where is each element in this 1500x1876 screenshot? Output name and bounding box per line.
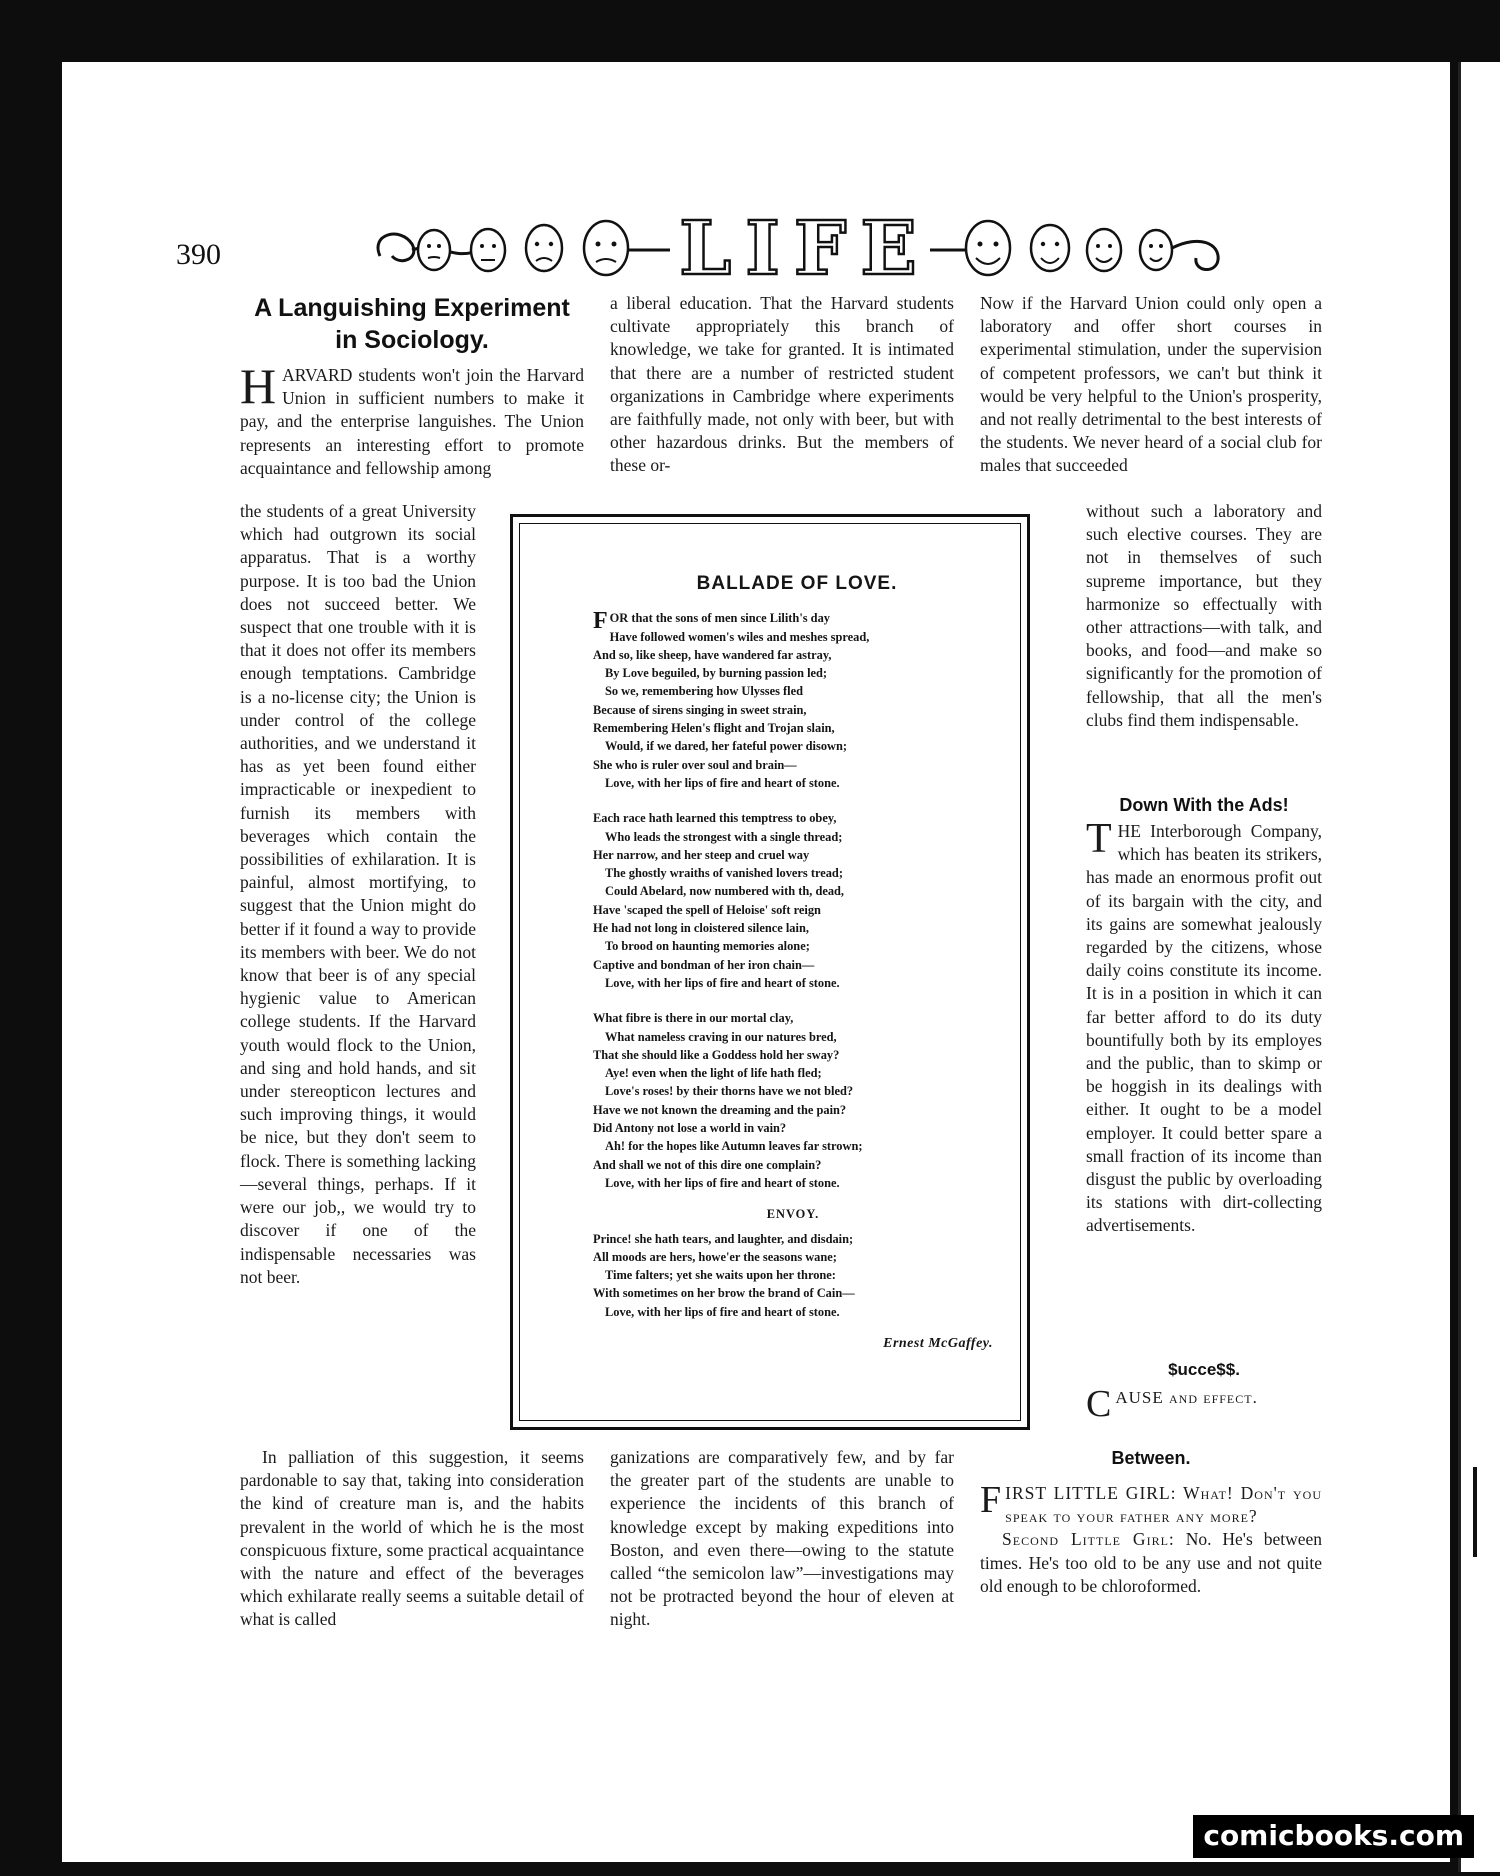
ads-paragraph	[1086, 816, 1322, 1238]
article-column-3	[980, 292, 1322, 478]
poem-line: He had not long in cloistered silence lain,	[593, 921, 809, 936]
poem-line: Remembering Helen's flight and Trojan slain,	[593, 721, 835, 736]
binding-mark	[1473, 1467, 1477, 1557]
article-column-1-bottom	[240, 1446, 584, 1632]
ads-text: HE Interborough Company, which has beaten its strikers, has made an enormous profit out of its bargain with the city, and its gains are somewhat jealously regarded by the citizens, whose daily coins constitute its income. It is in a position in which it can far better afford to do its duty bountifully both by its employes and the public, than to skimp or be hoggish in its dealings with either. It ought to be a model employer. It could better spare a small fraction of its income than disgust the public by overloading its stations with dirt-collecting advertisements.	[1086, 821, 1322, 1236]
speaker-label: Second Little Girl:	[1002, 1529, 1175, 1550]
poem-refrain: Love, with her lips of fire and heart of stone.	[605, 1175, 840, 1190]
poem-line: Captive and bondman of her iron chain—	[593, 957, 815, 972]
ads-title: Down With the Ads!	[1119, 795, 1289, 815]
success-paragraph	[1086, 1383, 1322, 1425]
poem-line: That she should like a Goddess hold her sway?	[593, 1047, 840, 1062]
poem-envoy	[593, 1230, 993, 1321]
poem-line: Have 'scaped the spell of Heloise' soft reign	[593, 902, 821, 917]
article-text-narrow: the students of a great University which had outgrown its social apparatus. That is a worthy purpose. It is too bad the Union does not succeed better. We suspect that one trouble with it is that it does not offer its members enough temptations. Cambridge is a no-license city; the Union is under control of the college authorities, and we understand it has as yet been found either impracticable or inexpedient to furnish its members with beverages which contain the possibilities of exhilaration. It is painful, almost mortifying, to suggest that the Union might do better if it found a way to provide its members with beer. We do not know that beer is of any special hygienic value to American college students. If the Harvard youth would flock to the Union, and sing and hold hands, and sit under stereopticon lectures and such improving things, it would be nice, but they don't seem to flock. There is something lacking—several things, perhaps. If it were our job,, we would try to discover if one of the indispensable necessaries was not beer.	[240, 501, 476, 1287]
article-column-3-narrow	[1086, 500, 1322, 732]
article-column-2	[610, 292, 954, 478]
success-article	[1086, 1358, 1322, 1425]
poem-box	[510, 514, 1030, 1430]
article-column-1	[240, 292, 584, 496]
poem-line: By Love beguiled, by burning passion led;	[605, 666, 828, 681]
between-paragraph-1	[980, 1479, 1322, 1528]
poem-line: With sometimes on her brow the brand of Cain—	[593, 1286, 855, 1301]
poem-line: What fibre is there in our mortal clay,	[593, 1011, 794, 1026]
between-paragraph-2	[980, 1528, 1322, 1598]
poem-line: So we, remembering how Ulysses fled	[605, 684, 804, 699]
poem-line: FOR that the sons of men since Lilith's day	[593, 608, 830, 635]
poem-line: Her narrow, and her steep and cruel way	[593, 847, 810, 862]
article-column-2-bottom	[610, 1446, 954, 1632]
article-text-col2-bottom: ganizations are comparatively few, and by far the greater part of the students are unable to experience the incidents of this branch of knowledge except by making expeditions into Boston, and even there—owing to the statute called “the semicolon law”—investigations may not be protracted beyond the hour of eleven at night.	[610, 1447, 954, 1630]
drop-cap: T	[1086, 816, 1112, 862]
article-column-1-narrow	[240, 500, 476, 1289]
poem-author: Ernest McGaffey.	[883, 1335, 993, 1351]
poem-refrain: Love, with her lips of fire and heart of stone.	[605, 1304, 840, 1319]
poem-line: Ah! for the hopes like Autumn leaves far strown;	[605, 1139, 863, 1154]
poem-line: What nameless craving in our natures bred,	[605, 1029, 837, 1044]
ads-article	[1086, 792, 1322, 1238]
poem-line: Each race hath learned this temptress to obey,	[593, 811, 837, 826]
drop-cap: F	[980, 1479, 1002, 1521]
page-number: 390	[176, 238, 221, 271]
poem-refrain: Love, with her lips of fire and heart of stone.	[605, 775, 840, 790]
success-text: AUSE and effect.	[1115, 1388, 1258, 1407]
poem-title: BALLADE OF LOVE.	[696, 573, 898, 594]
drop-cap: H	[240, 358, 277, 414]
poem-line: Because of sirens singing in sweet strain,	[593, 702, 807, 717]
article-text-col3-top: Now if the Harvard Union could only open a laboratory and offer short courses in experimental stimulation, under the supervision of competent professors, we can't but think it would be very helpful to the Union's prosperity, and not really detrimental to the best interests of the students. We never heard of a social club for males that succeeded	[980, 293, 1322, 476]
success-title: $ucce$$.	[1168, 1360, 1240, 1379]
masthead	[360, 204, 1240, 294]
poem-line: Could Abelard, now numbered with th, dead,	[605, 884, 845, 899]
poem-line: Prince! she hath tears, and laughter, and disdain;	[593, 1231, 854, 1246]
article-paragraph	[240, 358, 584, 496]
facing-page-edge	[1458, 62, 1500, 1872]
between-article	[980, 1446, 1322, 1598]
poem-line: Have we not known the dreaming and the pain?	[593, 1102, 847, 1117]
between-text-1: IRST LITTLE GIRL: What! Don't you speak to your father any more?	[1005, 1483, 1322, 1527]
article-text-col3-narrow: without such a laboratory and such elective courses. They are not in themselves of such supreme importance, but they harmonize so effectually with other attractions—with talk, and books, and food—and make so significantly for the promotion of fellowship, that all the men's clubs find them indispensable.	[1086, 501, 1322, 730]
poem-stanza-2	[593, 809, 993, 992]
article-title: A Languishing Experiment in Sociology.	[254, 294, 570, 354]
article-text-col2-top: a liberal education. That the Harvard students cultivate appropriately this branch of knowledge, we take for granted. It is intimated that there are a number of restricted student organizations in Cambridge where experiments are faithfully made, not only with beer, but with other hazardous drinks. But the members of these or-	[610, 293, 954, 476]
poem-line: And shall we not of this dire one complain?	[593, 1157, 822, 1172]
poem-line: Did Antony not lose a world in vain?	[593, 1121, 787, 1136]
poem-envoy-title: ENVOY.	[766, 1207, 820, 1222]
poem	[593, 575, 993, 1367]
watermark-logo: comicbooks.com	[1193, 1815, 1474, 1858]
poem-stanza-3	[593, 1009, 993, 1192]
poem-line: She who is ruler over soul and brain—	[593, 757, 797, 772]
poem-line: To brood on haunting memories alone;	[605, 939, 810, 954]
poem-line: Love's roses! by their thorns have we not bled?	[605, 1084, 854, 1099]
article-text-bottom: In palliation of this suggestion, it seems pardonable to say that, taking into consideration the kind of creature man is, and the habits prevalent in the world of which he is the most conspicuous fixture, some practical acquaintance with the nature and effect of the beverages which exhilarate really seems a suitable detail of what is called	[240, 1447, 584, 1630]
poem-line: Time falters; yet she waits upon her throne:	[605, 1268, 836, 1283]
poem-line: Have followed women's wiles and meshes spread,	[609, 629, 870, 644]
drop-cap: F	[593, 608, 608, 635]
poem-line: And so, like sheep, have wandered far astray,	[593, 647, 832, 662]
poem-line: The ghostly wraiths of vanished lovers tread;	[605, 866, 843, 881]
poem-line: Aye! even when the light of life hath fled;	[605, 1066, 822, 1081]
masthead-title: LIFE	[679, 206, 931, 292]
poem-refrain: Love, with her lips of fire and heart of stone.	[605, 975, 840, 990]
poem-line: All moods are hers, howe'er the seasons wane;	[593, 1249, 837, 1264]
poem-line: Who leads the strongest with a single thread;	[605, 829, 843, 844]
poem-line: Would, if we dared, her fateful power disown;	[605, 739, 847, 754]
drop-cap: C	[1086, 1383, 1112, 1425]
poem-stanza-1	[593, 609, 993, 792]
between-title: Between.	[1111, 1448, 1191, 1468]
between-text-2: No. He's between times. He's too old to be any use and not quite old enough to be chloroformed.	[980, 1529, 1322, 1596]
article-text: ARVARD students won't join the Harvard Union in sufficient numbers to make it pay, and the enterprise languishes. The Union represents an interesting effort to promote acquaintance and fellowship among	[240, 365, 584, 478]
